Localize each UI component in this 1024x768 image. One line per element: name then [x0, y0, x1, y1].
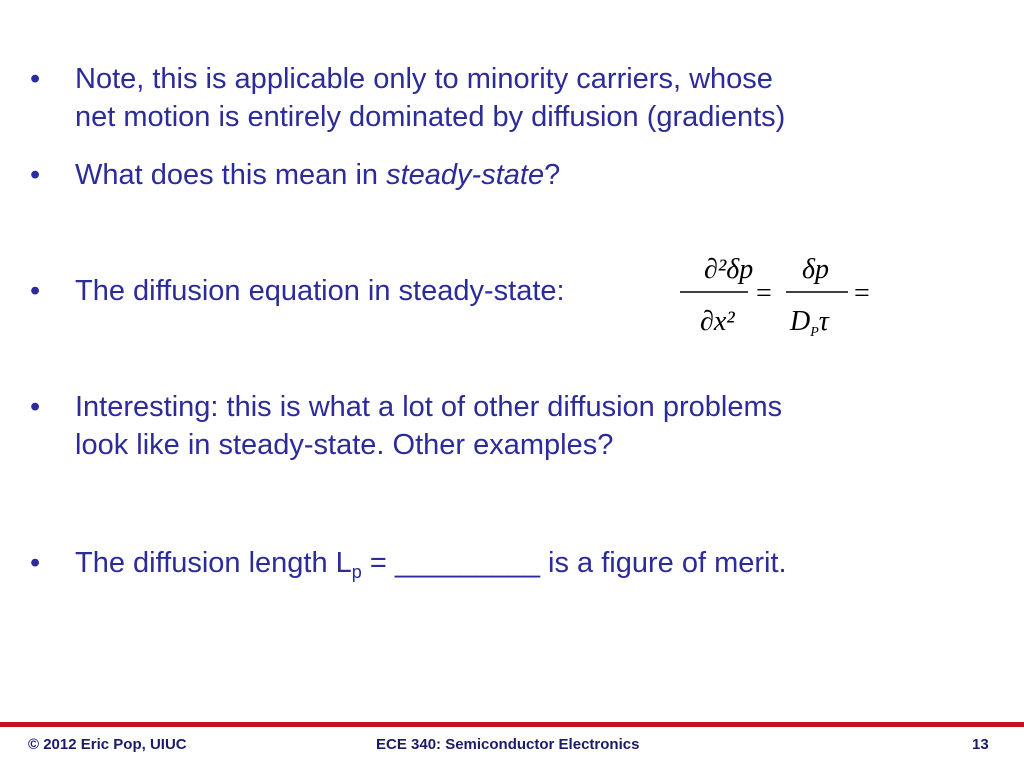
- lhs-numerator: ∂²δp: [704, 254, 754, 285]
- bullet-5-text: The diffusion length $L_p$ = _________ is a figure of merit.: [75, 547, 787, 582]
- subscript-p: p: [351, 562, 362, 582]
- steady-state-emphasis: steady-state: [386, 159, 545, 191]
- bullet-dot: •: [30, 159, 41, 191]
- bullet-dot: •: [30, 63, 41, 95]
- rhs-numerator: δp: [802, 254, 830, 285]
- footer-divider: [0, 722, 1024, 727]
- bullet-dot: •: [30, 391, 41, 423]
- bullet-4-line-1: Interesting: this is what a lot of other diffusion problems: [75, 391, 783, 423]
- diffusion-equation: [676, 248, 886, 348]
- lhs-denominator: ∂x²: [700, 306, 735, 337]
- bullet-2-text: What does this mean in steady-state?: [75, 159, 561, 191]
- bullet-3-text: The diffusion equation in steady-state:: [75, 275, 565, 307]
- bullet-1-line-2: net motion is entirely dominated by diffusion (gradients): [75, 101, 786, 133]
- bullet-1-line-1: Note, this is applicable only to minority carriers, whose: [75, 63, 773, 95]
- footer-course-title: ECE 340: Semiconductor Electronics: [376, 736, 640, 753]
- equals-sign-1: =: [756, 278, 772, 309]
- footer-page-number: 13: [972, 736, 989, 753]
- footer-copyright: © 2012 Eric Pop, UIUC: [28, 736, 187, 753]
- bullet-dot: •: [30, 547, 41, 579]
- rhs-denominator: $D_P\tau$: [790, 306, 829, 340]
- bullet-4-line-2: look like in steady-state. Other examples?: [75, 429, 614, 461]
- equals-sign-2: =: [854, 278, 870, 309]
- bullet-dot: •: [30, 275, 41, 307]
